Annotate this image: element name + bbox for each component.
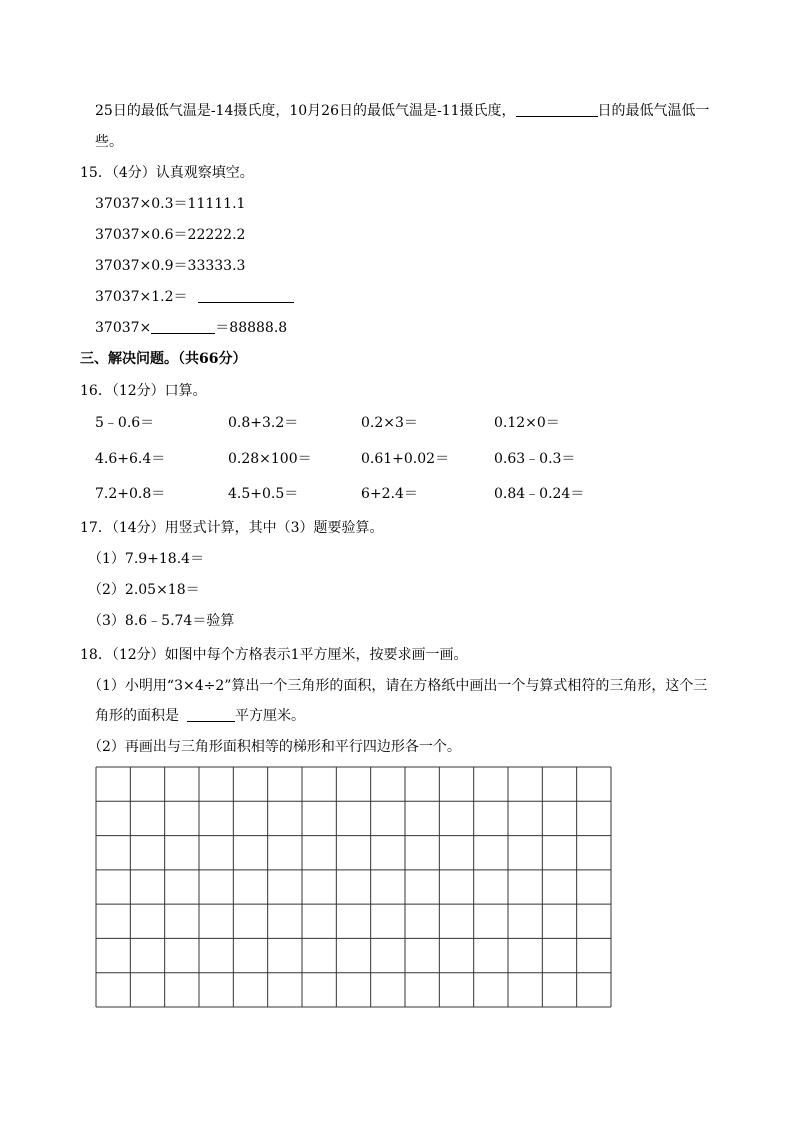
q18-area-blank[interactable]: [187, 707, 235, 722]
q17-item-1: （1）7.9+18.4＝: [88, 551, 205, 567]
q16-item: 0.63﹣0.3＝: [494, 451, 576, 467]
q14-answer-blank[interactable]: [516, 102, 598, 117]
q16-item: 0.2×3＝: [361, 415, 418, 431]
q15-row5-blank[interactable]: [151, 319, 215, 334]
q15-row3: 37037×0.9＝33333.3: [95, 258, 246, 274]
q15-row1: 37037×0.3＝11111.1: [95, 196, 246, 212]
q16-item: 0.8+3.2＝: [228, 415, 299, 431]
q17-item-3: （3）8.6﹣5.74＝验算: [88, 613, 235, 629]
q18-part1-prefix: 角形的面积是: [95, 708, 179, 724]
q16-item: 4.5+0.5＝: [228, 486, 299, 502]
q16-item: 4.6+6.4＝: [95, 451, 166, 467]
q18-part1-line1: （1）小明用“3×4÷2”算出一个三角形的面积，请在方格纸中画出一个与算式相符的三角形，这个三: [88, 678, 708, 694]
q16-item: 0.84﹣0.24＝: [494, 486, 585, 502]
q16-item: 5﹣0.6＝: [95, 415, 155, 431]
q16-item: 0.12×0＝: [494, 415, 560, 431]
q16-item: 0.28×100＝: [228, 451, 312, 467]
q18-part1-line2: [95, 706, 305, 726]
q14-line1: [95, 101, 710, 121]
section3-title: 三、解决问题。（共66分）: [80, 351, 247, 367]
q16-item: 0.61+0.02＝: [361, 451, 450, 467]
q18-part2: （2）再画出与三角形面积相等的梯形和平行四边形各一个。: [88, 739, 461, 755]
q14-text-part1: 25日的最低气温是-14摄氏度，10月26日的最低气温是-11摄氏度，: [95, 103, 516, 119]
q15-row2: 37037×0.6＝22222.2: [95, 227, 246, 243]
q15-row4-blank[interactable]: [198, 288, 294, 303]
q17-item-2: （2）2.05×18＝: [88, 582, 200, 598]
q15-row5: [95, 318, 287, 338]
q17-title: 17．（14分）用竖式计算，其中（3）题要验算。: [80, 520, 384, 536]
q18-part1-suffix: 平方厘米。: [235, 708, 305, 724]
q15-row4-text: 37037×1.2＝: [95, 289, 188, 305]
q15-row5-prefix: 37037×: [95, 320, 152, 336]
q16-item: 6+2.4＝: [361, 486, 418, 502]
square-grid[interactable]: [95, 766, 612, 1008]
q14-line2: 些。: [95, 134, 123, 150]
q16-item: 7.2+0.8＝: [95, 486, 166, 502]
q15-row5-suffix: ＝88888.8: [215, 320, 288, 336]
q16-title: 16．（12分）口算。: [80, 383, 207, 399]
q15-row4: [95, 287, 294, 307]
q18-title: 18．（12分）如图中每个方格表示1平方厘米，按要求画一画。: [80, 647, 468, 663]
q15-title: 15．（4分）认真观察填空。: [80, 165, 254, 181]
q14-text-part2: 日的最低气温低一: [597, 103, 710, 119]
